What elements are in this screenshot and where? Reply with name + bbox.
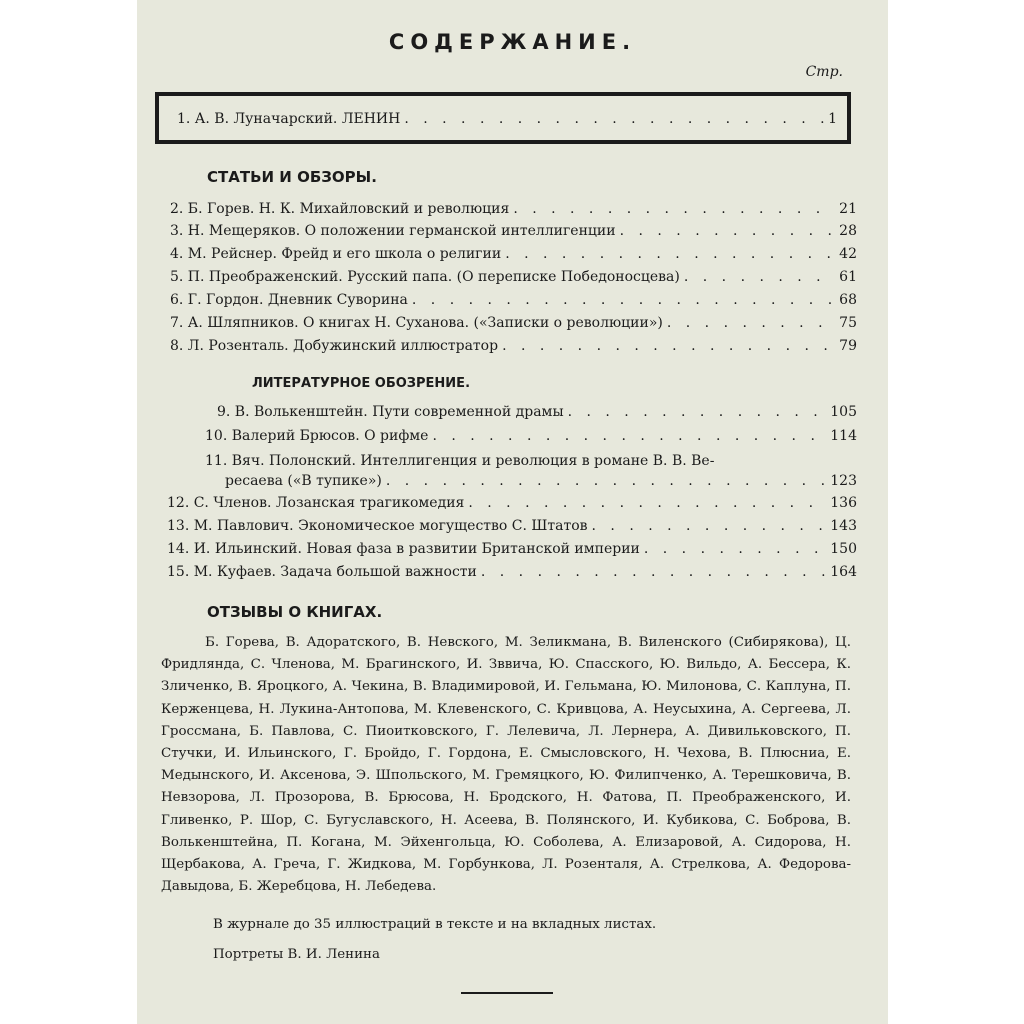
toc-entry[interactable]: 8. Л. Розенталь. Добужинский иллюстратор . . . 79 [170, 335, 857, 357]
toc-entry[interactable]: 3. Н. Мещеряков. О положении германской интеллигенции . . . 28 [170, 220, 857, 242]
toc-entry[interactable]: 13. М. Павлович. Экономическое могущество С. Штатов . . . 143 [167, 515, 857, 537]
illustrations-note: В журнале до 35 иллюстраций в тексте и на вкладных листах. [213, 917, 657, 932]
toc-entry[interactable]: 15. М. Куфаев. Задача большой важности . . . 164 [167, 561, 857, 583]
section-heading-reviews: ОТЗЫВЫ О КНИГАХ. [207, 603, 383, 621]
entry-page: 1 [828, 111, 837, 127]
toc-entry-continuation[interactable]: ресаева («В тупике») . . . 123 [225, 470, 857, 492]
reviewers-paragraph: Б. Горева, В. Адоратского, В. Невского, М. Зеликмана, В. Виленского (Сибирякова), Ц. Фридлянда, С. Членова, М. Брагинского, И. Зввича, Ю. Спасского, Ю. Вильдо, А. Бессера, К. Зличенко, В. Яроцкого, А. Чекина, В. Владимировой, И. Гельмана, Ю. Милонова, С. Каплуна, П. Керженцева, Н. Лукина-Антопова, М. Клевенского, С. Кривцова, А. Неусыхина, А. Сергеева, Л. Гроссмана, Б. Павлова, С. Пиоитковского, Г. Лелевича, Л. Лернера, А. Дивильковского, П. Стучки, И. Ильинского, Г. Бройдо, Г. Гордона, Е. Смысловского, Н. Чехова, В. Плюсниа, Е. Медынского, И. Аксенова, Э. Шпольского, М. Гремяцкого, Ю. Филипченко, А. Терешковича, В. Невзорова, Л. Прозорова, В. Брюсова, Н. Бродского, Н. Фатова, П. Преображенского, И. Гливенко, Р. Шор, С. Бугуславского, Н. Асеева, В. Полянского, И. Кубикова, С. Боброва, В. Волькенштейна, П. Когана, М. Эйхенгольца, Ю. Соболева, А. Елизаровой, А. Сидорова, Н. Щербакова, А. Греча, Г. Жидкова, М. Горбункова, Л. Розенталя, А. Стрелкова, А. Федорова-Давыдова, Б. Жеребцова, Н. Лебедева. [161, 635, 851, 895]
featured-entry[interactable] [177, 108, 837, 130]
toc-entry[interactable]: 11. Вяч. Полонский. Интеллигенция и революция в романе В. В. Ве- [205, 453, 715, 469]
portraits-note: Портреты В. И. Ленина [213, 947, 380, 962]
toc-entry[interactable]: 2. Б. Горев. Н. К. Михайловский и революция . . . 21 [170, 198, 857, 220]
toc-entry[interactable]: 12. С. Членов. Лозанская трагикомедия . . . 136 [167, 492, 857, 514]
section-heading-literary: ЛИТЕРАТУРНОЕ ОБОЗРЕНИЕ. [252, 376, 471, 391]
entry-text: 1. А. В. Луначарский. ЛЕНИН [177, 111, 401, 127]
toc-entry[interactable]: 4. М. Рейснер. Фрейд и его школа о религии . . . 42 [170, 243, 857, 265]
toc-entry[interactable]: 9. В. Волькенштейн. Пути современной драмы . . . 105 [217, 401, 857, 423]
toc-entry[interactable]: 6. Г. Гордон. Дневник Суворина . . . 68 [170, 289, 857, 311]
page-column-label: Стр. [805, 64, 843, 80]
toc-entry[interactable]: 14. И. Ильинский. Новая фаза в развитии Британской империи . . . 150 [167, 538, 857, 560]
toc-entry[interactable]: 10. Валерий Брюсов. О рифме . . . 114 [205, 425, 857, 447]
page-title: СОДЕРЖАНИЕ. [388, 30, 637, 54]
toc-entry[interactable]: 7. А. Шляпников. О книгах Н. Суханова. («Записки о революции») . . . 75 [170, 312, 857, 334]
toc-entry[interactable]: 5. П. Преображенский. Русский папа. (О переписке Победоносцева) . . . 61 [170, 266, 857, 288]
leader-dots [404, 108, 824, 130]
bottom-divider [461, 992, 553, 994]
page-sheet [137, 0, 888, 1024]
section-heading-articles: СТАТЬИ И ОБЗОРЫ. [207, 168, 377, 186]
